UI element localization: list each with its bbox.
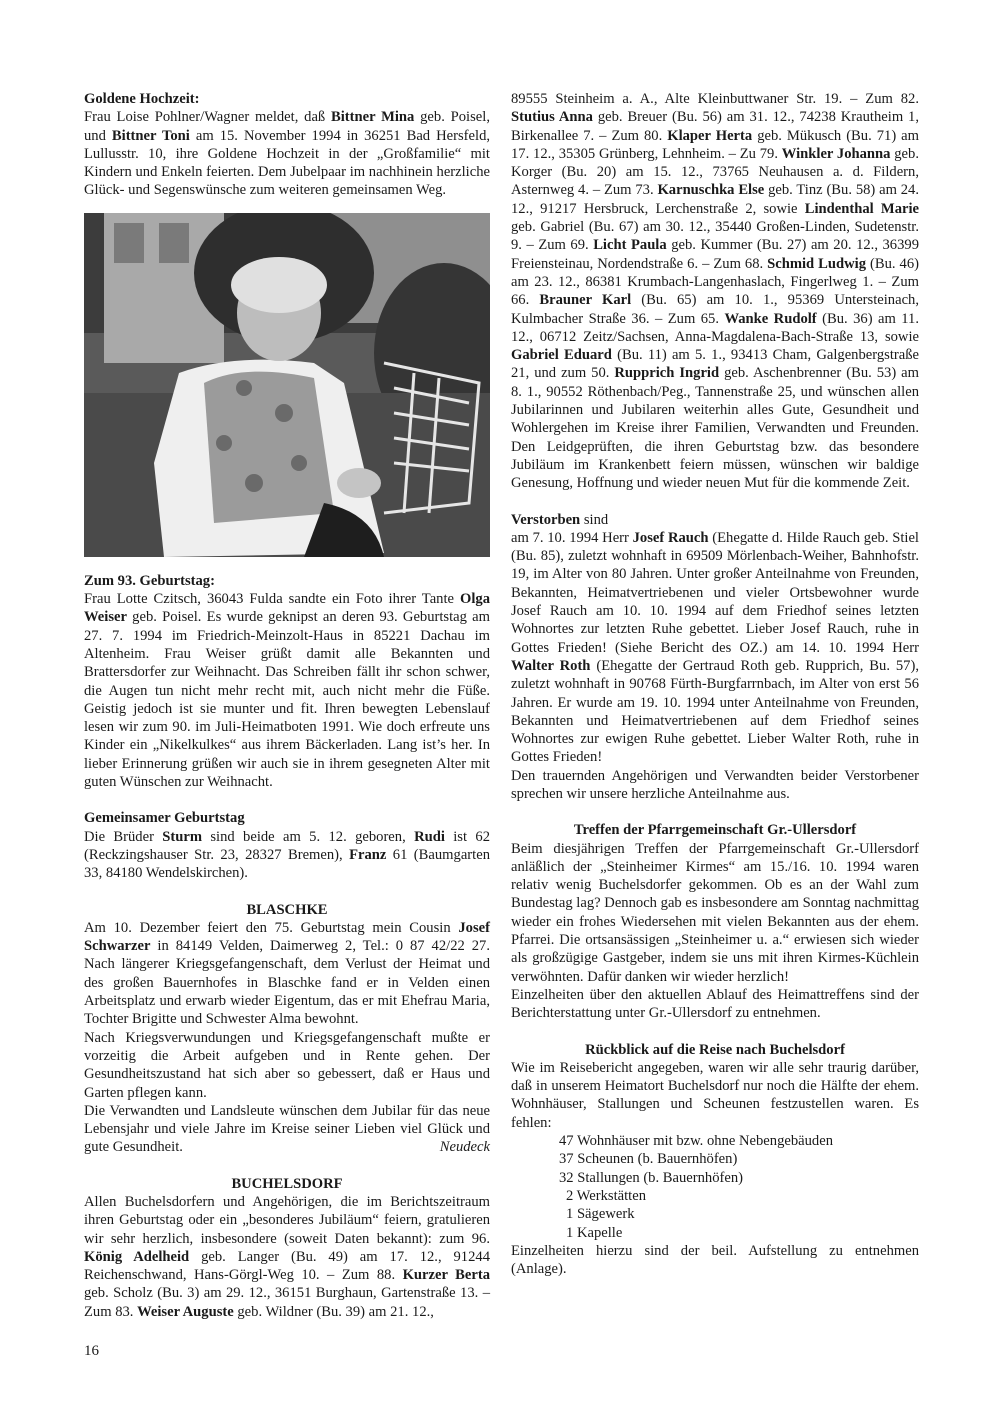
text: Frau Lotte Czitsch, 36043 Fulda sandte ein Foto ihrer Tante: [84, 591, 460, 608]
paragraph: Einzelheiten über den aktuellen Ablauf des Heimattreffens sind der Berichterstattung unter Gr.-Ullersdorf zu entnehmen.: [511, 986, 919, 1022]
text: (Bu. 36) am 11. 12., 06712 Zeitz/Sachsen, Anna-Magdalena-Bach-Straße 13, sowie: [511, 310, 919, 345]
paragraph: [84, 590, 490, 791]
text: geb. Poisel, und: [84, 109, 490, 144]
section-heading: Zum 93. Geburtstag:: [84, 572, 215, 589]
section-buchelsdorf: [84, 1175, 490, 1321]
person-name: Karnuschka Else: [657, 182, 765, 199]
text: geb. Aschenbrenner (Bu. 53) am 8. 1., 90552 Röthenbach/Peg., Tannenstraße 25, und wünschen allen Jubilarinnen und Jubilaren weiterhin alles Gute, Gesundheit und Wohlergehen im Kreise ihrer Familien, Verwandten und Freunden. Den Leidgeprüften, die ihren Geburtstag bzw. das besondere Jubiläum im Krankenbett feiern müssen, wünschen wir baldige Genesung, Hoffnung und wieder neuen Mut für die kommende Zeit.: [511, 365, 920, 492]
person-name: Bittner Toni: [111, 127, 190, 144]
text: am 15. November 1994 in 36251 Bad Hersfeld, Lullusstr. 10, ihre Goldene Hochzeit in der „Großfamilie“ mit Kindern und Enkeln feierten. Dem Jubelpaar im nachhinein herzliche Glück- und Segenswünsche zum weiteren gemeinsamen Weg.: [84, 127, 491, 199]
section-goldene-hochzeit: [84, 90, 490, 200]
section-rueckblick: [511, 1041, 919, 1279]
person-name: Franz: [349, 846, 387, 863]
text: ist 62 (Reckzingshauser Str. 23, 28327 Bremen),: [84, 828, 490, 863]
text: (Ehegatte der Gertraud Roth geb. Rupprich, Bu. 57), zuletzt wohnhaft in 90768 Fürth-Burgfarrnbach, im Alter von erst 56 Jahren. Er wurde am 19. 10. 1994 unter Anteilnahme von Freunden, Bekannten und Heimatvertriebenen auf dem Friedhof seines Wohnortes zur ewigen Ruhe gebettet. Lieber Walter Roth, ruhe in Gottes Frieden!: [511, 657, 919, 766]
text: in 84149 Velden, Daimerweg 2, Tel.: 0 87 42/22 27. Nach längerer Kriegsgefangenschaft, dem Verlust der Heimat und des großen Bauernhofes in Blaschke fand er in Velden einen Arbeitsplatz und erwarb wieder Eigentum, das er mit Ehefrau Maria, Tochter Brigitte und Schwester Alma bewohnt.: [84, 938, 490, 1028]
paragraph: [84, 828, 490, 883]
text: Allen Buchelsdorfern und Angehörigen, die im Berichtszeitraum ihren Geburtstag oder ein „besonderes Jubiläum“ feiern, gratulieren wir sehr herzlich, insbesondere (soweit Daten bekannt): zum 96.: [84, 1193, 490, 1247]
person-name: Wanke Rudolf: [724, 310, 817, 327]
list-item: 1 Kapelle: [566, 1224, 623, 1241]
text: sind beide am 5. 12. geboren,: [202, 828, 415, 845]
list-item: 37 Scheunen (b. Bauernhöfen): [559, 1151, 738, 1168]
section-heading: Verstorben: [511, 511, 581, 528]
text: geb. Wildner (Bu. 39) am 21. 12.,: [233, 1303, 434, 1320]
paragraph: [84, 1102, 490, 1157]
text: geb. Scholz (Bu. 3) am 29. 12., 36151 Burghaun, Gartenstraße 13. – Zum 83.: [84, 1285, 490, 1320]
text: geb. Mükusch (Bu. 71) am 17. 12., 35305 Grünberg, Lehnheim. – Zu 79.: [511, 127, 919, 162]
person-name: Sturm: [162, 828, 203, 845]
section-buchelsdorf-continued: [511, 90, 919, 493]
section-heading: Goldene Hochzeit:: [84, 91, 200, 107]
paragraph: [511, 511, 919, 529]
text: geb. Korger (Bu. 20) am 15. 12., 73765 Neuhausen a. d. Fildern, Asternweg 4. – Zum 73.: [511, 145, 919, 199]
list-item: 32 Stallungen (b. Bauernhöfen): [559, 1169, 743, 1186]
person-name: Licht Paula: [593, 237, 667, 254]
person-name: Klaper Herta: [667, 127, 753, 144]
paragraph: [84, 108, 490, 199]
paragraph: Wie im Reisebericht angegeben, waren wir alle sehr traurig darüber, daß in unserem Heimatort Buchelsdorf nur noch die Hälfte der ehem. Wohnhäuser, Stallungen und Scheunen festzustellen waren. Es fehlen:: [511, 1059, 919, 1131]
left-column: [84, 90, 490, 1321]
section-verstorben: [511, 511, 919, 804]
section-heading: Gemeinsamer Geburtstag: [84, 810, 245, 827]
text: sind: [580, 511, 609, 528]
text: geb. Kummer (Bu. 27) am 20. 12., 36399 Freiensteinau, Nordendstraße 6. – Zum 68.: [511, 237, 919, 272]
right-column: [511, 90, 919, 1278]
person-name: Olga Weiser: [84, 591, 490, 626]
text: geb. Tinz (Bu. 58) am 24. 12., 91217 Hersbruck, Lerchenstraße 2, sowie: [511, 182, 920, 217]
paragraph: [511, 529, 919, 767]
person-name: Gabriel Eduard: [511, 347, 612, 364]
photo-image: [84, 213, 490, 557]
person-name: Walter Roth: [511, 657, 591, 674]
person-name: Lindenthal Marie: [804, 200, 920, 217]
person-name: König Adelheid: [84, 1248, 190, 1265]
person-name: Brauner Karl: [539, 292, 632, 309]
text: (Bu. 65) am 10. 1., 95369 Untersteinach, Kulmbacher Straße 36. – Zum 65.: [511, 292, 920, 327]
text: am 7. 10. 1994 Herr: [511, 529, 633, 546]
person-name: Josef Schwarzer: [84, 919, 490, 955]
list-item: 47 Wohnhäuser mit bzw. ohne Nebengebäuden: [559, 1133, 834, 1150]
section-heading: Rückblick auf die Reise nach Buchelsdorf: [585, 1041, 845, 1058]
section-treffen: [511, 821, 919, 1022]
paragraph: Den trauernden Angehörigen und Verwandten beider Verstorbener sprechen wir unsere herzliche Anteilnahme aus.: [511, 767, 919, 802]
person-name: Rudi: [414, 828, 445, 845]
paragraph: Einzelheiten hierzu sind der beil. Aufstellung zu entnehmen (Anlage).: [511, 1242, 919, 1278]
signature: Neudeck: [439, 1139, 490, 1156]
person-name: Rupprich Ingrid: [614, 365, 720, 382]
list-item: 1 Sägewerk: [566, 1206, 635, 1223]
text: (Bu. 11) am 5. 1., 93413 Cham, Galgenbergstraße 21, und zum 50.: [511, 347, 919, 382]
section-heading: BLASCHKE: [246, 901, 328, 918]
person-name: Winkler Johanna: [781, 145, 891, 162]
text: (Ehegatte d. Hilde Rauch geb. Stiel (Bu. 85), zuletzt wohnhaft in 69509 Mörlenbach-Weiher, Bahnhofstr. 19, im Alter von 80 Jahren. Unter großer Anteilnahme von Freunden, Bekannten, Heimatvertriebenen und vieler Ortsbewohner wurde Josef Rauch am 10. 10. 1994 auf dem Friedhof seines letzten Wohnortes zur letzten Ruhe gebettet. Lieber Josef Rauch, ruhe in Gottes Frieden! (Siehe Bericht des OZ.) am 14. 10. 1994 Herr: [511, 529, 919, 656]
paragraph: Nach Kriegsverwundungen und Kriegsgefangenschaft mußte er vorzeitig die Arbeit aufgeben und in Rente gehen. Der Gesundheitszustand hat sich aber so gebessert, daß er Haus und Garten pflegen kann.: [84, 1029, 490, 1101]
text: Die Brüder: [84, 828, 163, 845]
section-blaschke: [84, 901, 490, 1157]
person-name: Weiser Auguste: [137, 1303, 234, 1320]
text: Die Verwandten und Landsleute wünschen dem Jubilar für das neue Lebensjahr und viele Jahre im Kreise seiner Lieben viel Glück und gute Gesundheit.: [84, 1102, 490, 1156]
list-item: 2 Werkstätten: [566, 1187, 647, 1204]
section-heading: BUCHELSDORF: [231, 1175, 343, 1192]
text: Frau Loise Pohlner/Wagner meldet, daß: [84, 109, 331, 126]
paragraph: [84, 919, 490, 1029]
text: geb. Breuer (Bu. 56) am 31. 12., 74238 Krautheim 1, Birkenallee 7. – Zum 80.: [511, 109, 919, 144]
text: 61 (Baumgarten 33, 84180 Wendelskirchen).: [84, 846, 490, 882]
person-name: Stutius Anna: [511, 109, 593, 126]
person-name: Bittner Mina: [331, 109, 415, 126]
text: Am 10. Dezember feiert den 75. Geburtstag mein Cousin: [84, 919, 459, 936]
person-name: Josef Rauch: [632, 529, 709, 546]
photo-elderly-woman: [84, 213, 490, 557]
person-name: Kurzer Berta: [402, 1267, 491, 1284]
paragraph: [84, 1193, 490, 1321]
section-gemeinsamer-geburtstag: [84, 809, 490, 882]
missing-buildings-list: [511, 1132, 919, 1242]
text: geb. Poisel. Es wurde geknipst an deren 93. Geburtstag am 27. 7. 1994 im Friedrich-Meinzolt-Haus in 85221 Dachau im Altenheim. Frau Weiser grüßt damit alle Bekannten und Brattersdorfer zur Weihnacht. Das Schreiben fällt ihr schon schwer, die Augen tun nicht mehr recht mit, auch nicht mehr die Füße. Geistig jedoch ist sie munter und fit. Ihren bewegten Lebenslauf lesen wir zum 90. im Juli-Heimatboten 1991. Wie doch erfreute uns Kinder ein „Nikelkulkes“ aus ihrem Bäckerladen. Lang ist’s her. In lieber Erinnerung grüßen wir auch sie in ihrem gesegneten Alter mit guten Wünschen zur Weihnacht.: [84, 609, 490, 791]
text: 89555 Steinheim a. A., Alte Kleinbuttwaner Str. 19. – Zum 82.: [511, 91, 919, 107]
section-zum-93: [84, 572, 490, 792]
page-number: 16: [84, 1343, 99, 1359]
paragraph: [511, 90, 919, 493]
text: geb. Langer (Bu. 49) am 17. 12., 91244 Reichenschwand, Hans-Görgl-Weg 10. – Zum 88.: [84, 1248, 490, 1284]
paragraph: Beim diesjährigen Treffen der Pfarrgemeinschaft Gr.-Ullersdorf anläßlich der „Steinheimer Kirmes“ am 15./16. 10. 1994 waren relativ wenig Buchelsdorfer gekommen. Ob es an der Wahl zum Bundestag lag? Dennoch gab es insbesondere am Sonntag nachmittag wieder ein frohes Wiedersehen mit vielen Bekannten aus der ehem. Pfarrei. Die ortsansässigen „Steinheimer u. a.“ erwiesen sich wieder als großzügige Gastgeber, indem sie uns mit ihren Kirmes-Küchlein verwöhnten. Dafür danken wir wieder herzlich!: [511, 840, 919, 985]
text: (Bu. 46) am 23. 12., 86381 Krumbach-Langenhaslach, Fingerlweg 1. – Zum 66.: [511, 255, 919, 309]
person-name: Schmid Ludwig: [767, 255, 867, 272]
text: geb. Gabriel (Bu. 67) am 30. 12., 35440 Großen-Linden, Sudetenstr. 9. – Zum 69.: [511, 219, 919, 254]
section-heading: Treffen der Pfarrgemeinschaft Gr.-Ullersdorf: [573, 822, 857, 839]
